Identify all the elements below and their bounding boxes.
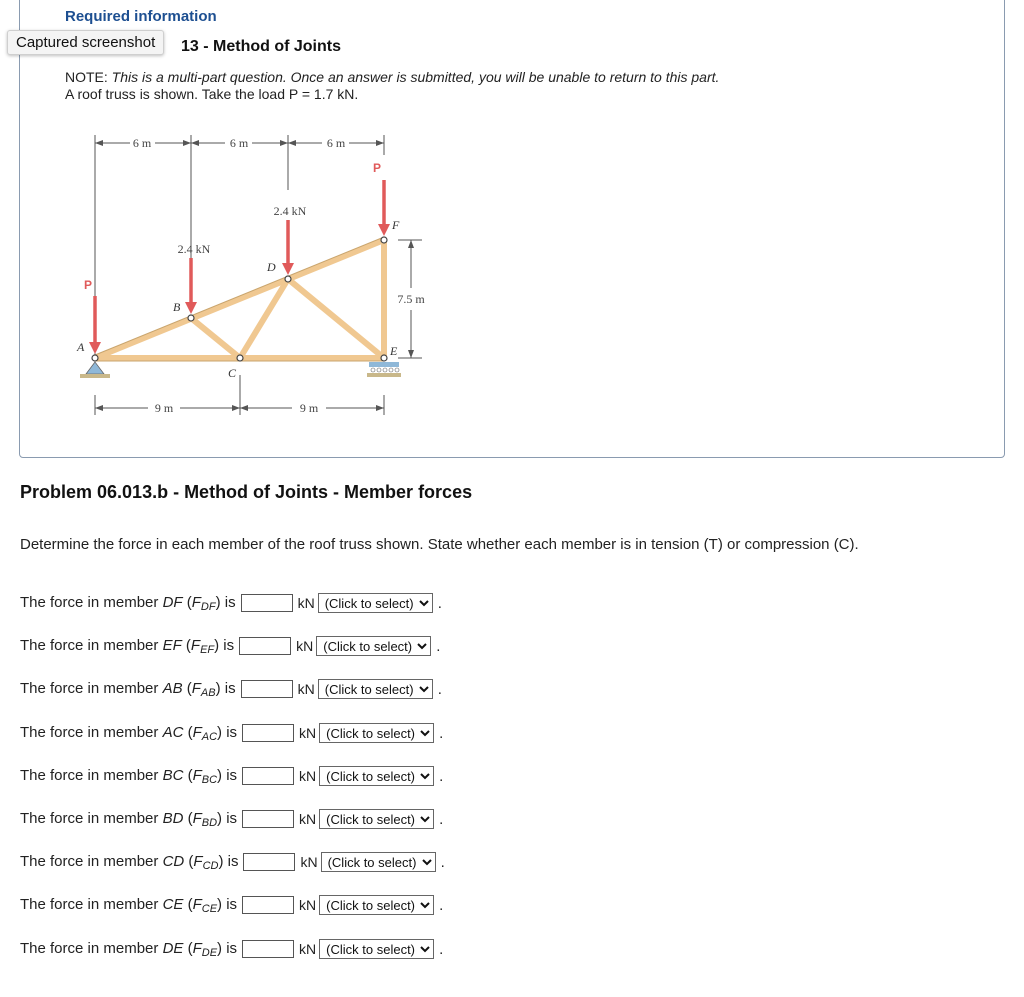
node-b-label: B [173,300,181,314]
note-italic: This is a multi-part question. Once an answer is submitted, you will be unable to return to this part. [111,69,720,85]
force-input-ce[interactable] [242,896,294,914]
tension-compression-select-bd[interactable] [319,809,434,829]
tension-compression-select-cd[interactable] [321,852,436,872]
tension-compression-select-df[interactable] [318,593,433,613]
node-e-label: E [390,344,398,358]
answer-row-label: The force in member CE $(F_{CE})$ is [20,895,238,915]
unit-label: kN [297,595,315,611]
dim-top-2: 6 m [229,136,249,150]
unit-label: kN [296,638,314,654]
answer-row-label: The force in member EF $(F_{EF})$ is [20,636,235,656]
force-input-df[interactable] [241,594,293,612]
answer-row-label: The force in member DF $(F_{DF})$ is [20,593,236,613]
answer-row-df: The force in member DF $(F_{DF})$ is kN (Click to select) . [20,592,442,614]
unit-label: kN [297,681,315,697]
dim-bottom-2: 9 m [299,401,319,415]
tension-compression-select-bc[interactable] [319,766,434,786]
load-label-mid: 2.4 kN [273,204,307,218]
note-text [65,69,719,103]
answer-row-ab: The force in member AB $(F_{AB})$ is kN (Click to select) . [20,678,442,700]
answer-row-label: The force in member BD $(F_{BD})$ is [20,809,238,829]
force-input-bd[interactable] [242,810,294,828]
member-de [288,279,384,358]
answer-row-cd: The force in member CD $(F_{CD})$ is kN (Click to select) . [20,851,445,873]
tension-compression-select-ce[interactable] [319,895,434,915]
load-p-right: P [372,161,382,175]
force-input-ac[interactable] [242,724,294,742]
answer-row-de: The force in member DE $(F_{DE})$ is kN (Click to select) . [20,938,443,960]
captured-screenshot-badge: Captured screenshot [7,30,164,55]
unit-label: kN [299,725,317,741]
answer-row-ef: The force in member EF $(F_{EF})$ is kN (Click to select) . [20,635,440,657]
dim-right: 7.5 m [397,292,425,306]
answer-row-ac: The force in member AC $(F_{AC})$ is kN (Click to select) . [20,722,443,744]
answer-row-label: The force in member BC $(F_{BC})$ is [20,766,238,786]
answer-row-label: The force in member DE $(F_{DE})$ is [20,939,238,959]
support-a [80,362,110,378]
unit-label: kN [300,854,318,870]
dim-top-1: 6 m [132,136,152,150]
member-bc [191,318,240,358]
load-label-left: 2.4 kN [177,242,211,256]
note-line2: A roof truss is shown. Take the load P = 1.7 kN. [65,86,359,102]
tension-compression-select-de[interactable] [319,939,434,959]
answer-row-label: The force in member AB $(F_{AB})$ is [20,679,236,699]
tension-compression-select-ac[interactable] [319,723,434,743]
tension-compression-select-ef[interactable] [316,636,431,656]
force-input-de[interactable] [242,940,294,958]
truss-figure [60,120,440,420]
problem-instructions: Determine the force in each member of the roof truss shown. State whether each member is in tension (T) or compression (C). [20,536,859,553]
force-input-cd[interactable] [243,853,295,871]
force-input-ab[interactable] [241,680,293,698]
tension-compression-select-ab[interactable] [318,679,433,699]
unit-label: kN [299,941,317,957]
support-e [367,362,401,377]
required-info-title: Required information [65,8,217,25]
force-input-ef[interactable] [239,637,291,655]
problem-title: Problem 06.013.b - Method of Joints - Member forces [20,482,473,502]
answer-row-label: The force in member AC $(F_{AC})$ is [20,723,238,743]
member-abdf [95,240,384,358]
node-c-label: C [228,366,237,380]
node-a-label: A [77,340,85,354]
truss-members [95,240,384,358]
load-p-left: P [83,278,93,292]
dimension-arrowheads [95,140,414,411]
dim-bottom-1: 9 m [154,401,174,415]
unit-label: kN [299,897,317,913]
dim-top-3: 6 m [326,136,346,150]
answer-row-bd: The force in member BD $(F_{BD})$ is kN (Click to select) . [20,808,443,830]
answer-row-bc: The force in member BC $(F_{BC})$ is kN (Click to select) . [20,765,443,787]
unit-label: kN [299,768,317,784]
node-f-label: F [392,218,400,232]
note-prefix: NOTE: [65,69,112,85]
answer-row-label: The force in member CD $(F_{CD})$ is [20,852,239,872]
answer-row-ce: The force in member CE $(F_{CE})$ is kN (Click to select) . [20,894,443,916]
node-d-label: D [267,260,276,274]
section-subtitle: 13 - Method of Joints [181,38,341,55]
unit-label: kN [299,811,317,827]
force-input-bc[interactable] [242,767,294,785]
